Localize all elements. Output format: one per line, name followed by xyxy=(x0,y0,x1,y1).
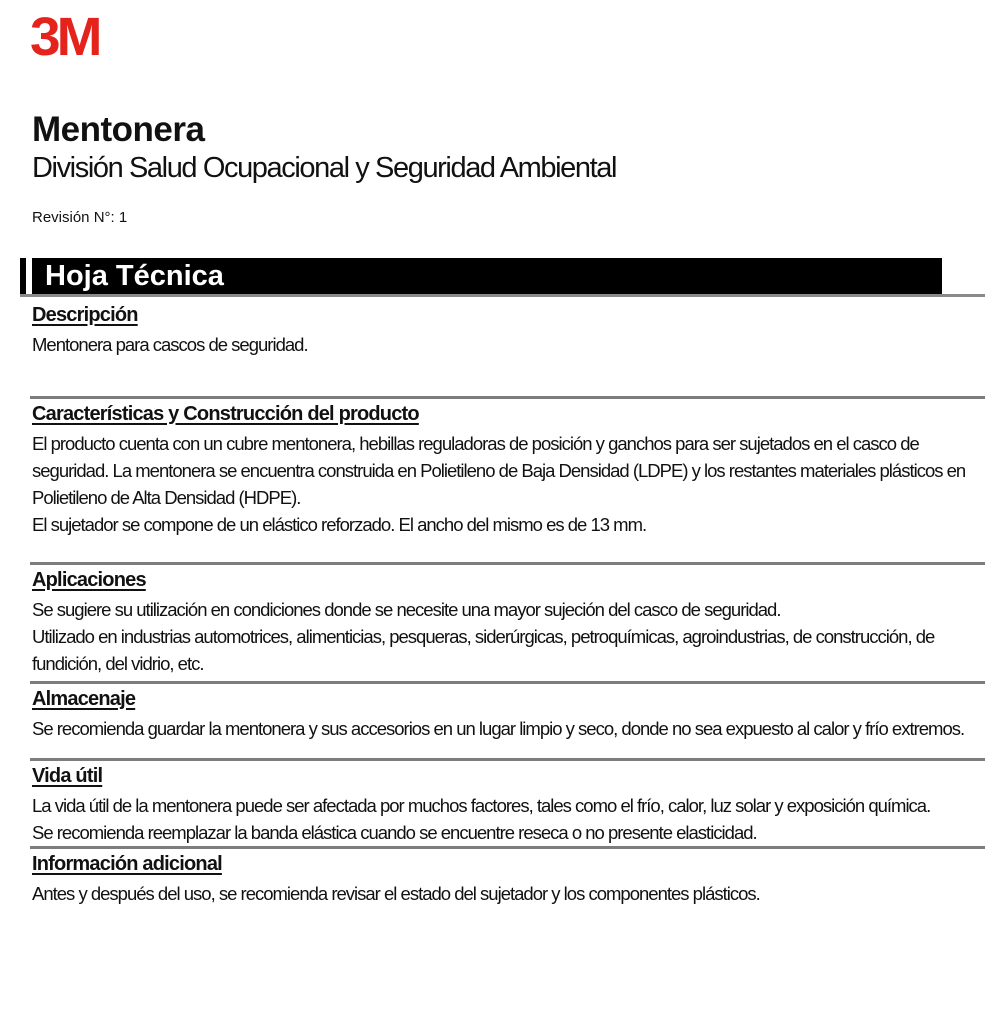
section-paragraph: El producto cuenta con un cubre mentonera, hebillas reguladoras de posición y ganchos para ser sujetados en el casco de seguridad. La mentonera se encuentra construida en Polietileno de Baja Densidad (LDPE) y los restantes materiales plásticos en Polietileno de Alta Densidad (HDPE). xyxy=(32,432,966,508)
section-informacion-adicional xyxy=(30,846,985,907)
page-subtitle: División Salud Ocupacional y Seguridad Ambiental xyxy=(32,151,617,184)
datasheet-page xyxy=(0,6,1000,1012)
document-body xyxy=(30,297,985,907)
section-aplicaciones xyxy=(30,562,985,677)
3m-logo: 3M xyxy=(30,6,99,67)
section-paragraph: Utilizado en industrias automotrices, alimenticias, pesqueras, siderúrgicas, petroquímicas, agroindustrias, de construcción, de fundición, del vidrio, etc. xyxy=(32,625,935,674)
section-paragraph: Se sugiere su utilización en condiciones donde se necesite una mayor sujeción del casco de seguridad. xyxy=(32,598,781,620)
section-paragraph: La vida útil de la mentonera puede ser afectada por muchos factores, tales como el frío, calor, luz solar y exposición química. xyxy=(32,794,931,816)
section-caracteristicas xyxy=(30,396,985,538)
section-paragraph: Antes y después del uso, se recomienda revisar el estado del sujetador y los componentes plásticos. xyxy=(32,882,760,904)
section-descripcion xyxy=(30,297,985,358)
section-heading: Características y Construcción del producto xyxy=(32,402,419,425)
section-paragraph: Se recomienda reemplazar la banda elástica cuando se encuentre reseca o no presente elasticidad. xyxy=(32,821,757,843)
page-title: Mentonera xyxy=(32,109,205,149)
section-heading: Vida útil xyxy=(32,764,103,787)
section-heading: Información adicional xyxy=(32,852,222,875)
section-heading: Almacenaje xyxy=(32,687,136,710)
section-paragraph: Se recomienda guardar la mentonera y sus accesorios en un lugar limpio y seco, donde no sea expuesto al calor y frío extremos. xyxy=(32,717,965,739)
section-heading: Descripción xyxy=(32,303,138,326)
section-paragraph: El sujetador se compone de un elástico reforzado. El ancho del mismo es de 13 mm. xyxy=(32,513,647,535)
section-vida-util xyxy=(30,758,985,846)
banner-title: Hoja Técnica xyxy=(32,258,942,294)
section-heading: Aplicaciones xyxy=(32,568,146,591)
section-paragraph: Mentonera para cascos de seguridad. xyxy=(32,333,308,355)
revision-label: Revisión N°: 1 xyxy=(32,208,128,226)
section-almacenaje xyxy=(30,681,985,742)
hoja-tecnica-banner xyxy=(20,258,985,297)
